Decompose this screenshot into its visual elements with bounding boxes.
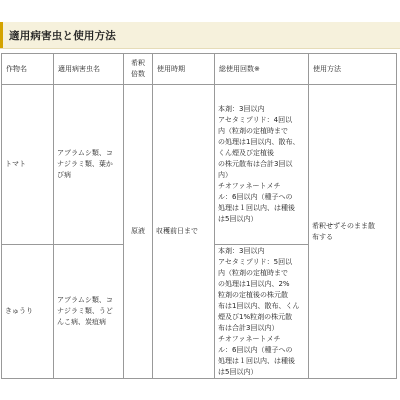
count-line: 本剤：3回以内: [218, 246, 265, 255]
count-line: 内（粒剤の定植時まで: [218, 268, 288, 277]
section-title: 適用病害虫と使用方法: [9, 30, 116, 42]
count-line: 煙及び1%粒剤の株元散: [218, 312, 293, 321]
dilution-cell: 原液: [124, 85, 153, 379]
method-line: 布する: [312, 232, 333, 241]
count-line: は5回以内）: [218, 367, 258, 376]
header-pest: 適用病害虫名: [54, 54, 124, 85]
count-line: アセタミプリド：5回以: [218, 257, 293, 266]
count-line: の処理は1回以内、散布、: [218, 138, 300, 146]
count-line: アセタミプリド：4回以: [218, 116, 293, 124]
pest-line: アブラムシ類、コ: [57, 149, 113, 157]
count-line: チオファネートメチ: [218, 182, 281, 190]
header-method: 使用方法: [309, 54, 397, 85]
count-line: の処理は1回以内、2%: [218, 279, 290, 288]
count-line: 布は合計3回以内）: [218, 323, 279, 332]
count-line: 粒剤の定植後の株元散: [218, 290, 288, 299]
count-line: 布は1回以内、散布、くん: [218, 301, 300, 310]
table-header-row: [2, 54, 397, 85]
count-line: くん煙及び定植後: [218, 149, 274, 157]
timing-cell: 収穫前日まで: [153, 85, 215, 379]
header-timing: 使用時期: [153, 54, 215, 85]
pest-cell: [54, 245, 124, 379]
title-accent-mark: [0, 22, 3, 48]
total-count-cell: [215, 85, 309, 245]
header-dilution-line-1: 希釈: [131, 59, 145, 67]
pest-line: んこ病、炭疽病: [57, 318, 106, 326]
pest-line: ナジラミ類、葉か: [57, 160, 113, 168]
total-count-cell: [215, 245, 309, 379]
count-line: チオファネートメチ: [218, 334, 281, 343]
method-line: 希釈せずそのまま散: [312, 221, 375, 230]
pest-line: び病: [57, 171, 71, 179]
count-line: 本剤：3回以内: [218, 105, 265, 113]
table-row-tomato: [2, 85, 397, 245]
pest-cell: [54, 85, 124, 245]
header-dilution: [124, 54, 153, 85]
count-line: は5回以内）: [218, 215, 258, 223]
count-line: 処理は１回以内、は種後: [218, 356, 295, 365]
usage-table: [1, 53, 397, 379]
header-dilution-line-2: 倍数: [131, 70, 145, 78]
count-line: 内（粒剤の定植時まで: [218, 127, 288, 135]
count-line: 処理は１回以内、は種後: [218, 204, 295, 212]
header-total-count: 総使用回数※: [215, 54, 309, 85]
crop-cell: きゅうり: [2, 245, 54, 379]
pest-line: アブラムシ類、コ: [57, 296, 113, 304]
pest-line: ナジラミ類、うど: [57, 307, 113, 315]
crop-cell: トマト: [2, 85, 54, 245]
count-line: 内）: [218, 171, 232, 179]
count-line: の株元散布は合計3回以: [218, 160, 293, 168]
header-crop: 作物名: [2, 54, 54, 85]
count-line: ル：6回以内（種子への: [218, 345, 293, 354]
count-line: ル：6回以内（種子への: [218, 193, 293, 201]
section-title-bar: [0, 22, 400, 49]
method-cell: [309, 85, 397, 379]
